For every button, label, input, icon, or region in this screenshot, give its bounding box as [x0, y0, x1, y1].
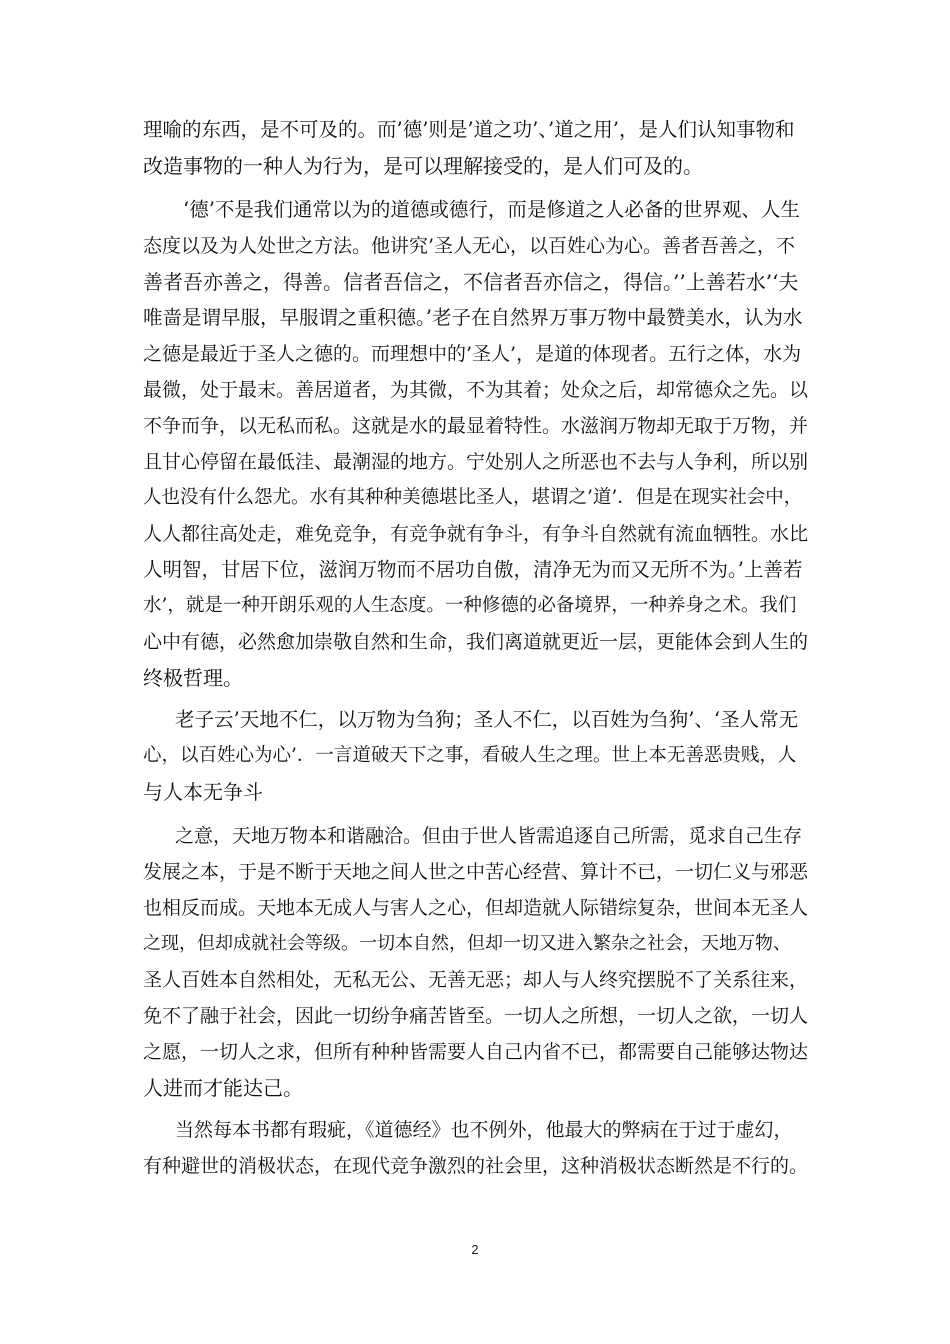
text-line: 人也没有什么怨尤。水有其种种美德堪比圣人，堪谓之’道’．但是在现实社会中，: [143, 487, 803, 508]
text-line: 之意，天地万物本和谐融洽。但由于世人皆需追逐自己所需，觅求自己生存: [175, 825, 803, 847]
text-line: 有种避世的消极状态，在现代竞争激烈的社会里，这种消极状态断然是不行的。: [143, 1155, 809, 1177]
text-line: 人进而才能达己。: [143, 1076, 303, 1100]
text-line: 之愿，一切人之求，但所有种种皆需要人自己内省不已，都需要自己能够达物达: [143, 1041, 809, 1063]
text-line: 与人本无争斗: [143, 780, 263, 804]
text-line: 善者吾亦善之，得善。信者吾信之，不信者吾亦信之，得信。’’上善若水’‘夫: [143, 270, 799, 294]
text-line: 之德是最近于圣人之德的。而理想中的’圣人’，是道的体现者。五行之体，水为: [143, 343, 802, 365]
text-line: 水’，就是一种开朗乐观的人生态度。一种修德的必备境界，一种养身之术。我们: [143, 595, 797, 616]
text-line: 老子云’天地不仁，以万物为刍狗；圣人不仁，以百姓为刍狗’、‘圣人常无: [175, 708, 799, 731]
page-number: 2: [471, 1242, 479, 1257]
text-line: 也相反而成。天地本无成人与害人之心，但却造就人际错综复杂，世间本无圣人: [143, 897, 809, 919]
text-line: 心中有德，必然愈加崇敬自然和生命，我们离道就更近一层，更能体会到人生的: [143, 631, 809, 653]
text-line: ‘德’不是我们通常以为的道德或德行，而是修道之人必备的世界观、人生: [183, 198, 800, 221]
text-line: 且甘心停留在最低洼、最潮湿的地方。宁处别人之所恶也不去与人争利，所以别: [143, 451, 809, 473]
text-line: 唯啬是谓早服，早服谓之重积德。’老子在自然界万事万物中最赞美水，认为水: [143, 306, 803, 329]
text-line: 人明智，甘居下位，滋润万物而不居功自傲，清净无为而又无所不为。’上善若: [143, 558, 803, 581]
text-line: 免不了融于社会，因此一切纷争痛苦皆至。一切人之所想，一切人之欲，一切人: [143, 1005, 809, 1027]
text-line: 态度以及为人处世之方法。他讲究’圣人无心，以百姓心为心。善者吾善之，不: [143, 235, 796, 257]
text-line: 改造事物的一种人为行为，是可以理解接受的，是人们可及的。: [143, 154, 703, 178]
text-line: 之现，但却成就社会等级。一切本自然，但却一切又进入繁杂之社会，天地万物、: [143, 933, 791, 954]
text-line: 当然每本书都有瑕疵，《道德经》也不例外，他最大的弊病在于过于虚幻，: [175, 1119, 793, 1141]
text-line: 发展之本，于是不断于天地之间人世之中苦心经营、算计不已，一切仁义与邪恶: [143, 861, 809, 883]
text-line: 不争而争，以无私而私。这就是水的最显着特性。水滋润万物却无取于万物，并: [143, 415, 809, 437]
text-line: 圣人百姓本自然相处，无私无公、无善无恶；却人与人终究摆脱不了关系往来，: [143, 969, 809, 991]
text-line: 人人都往高处走，难免竞争，有竞争就有争斗，有争斗自然就有流血牺牲。水比: [143, 523, 809, 545]
text-line: 心，以百姓心为心’．一言道破天下之事，看破人生之理。世上本无善恶贵贱，人: [143, 745, 797, 766]
text-line: 理喻的东西，是不可及的。而’德’则是’道之功’、’道之用’，是人们认知事物和: [143, 118, 795, 141]
text-line: 最微，处于最末。善居道者，为其微，不为其着；处众之后，却常德众之先。以: [143, 379, 809, 401]
text-line: 终极哲理。: [143, 666, 243, 690]
